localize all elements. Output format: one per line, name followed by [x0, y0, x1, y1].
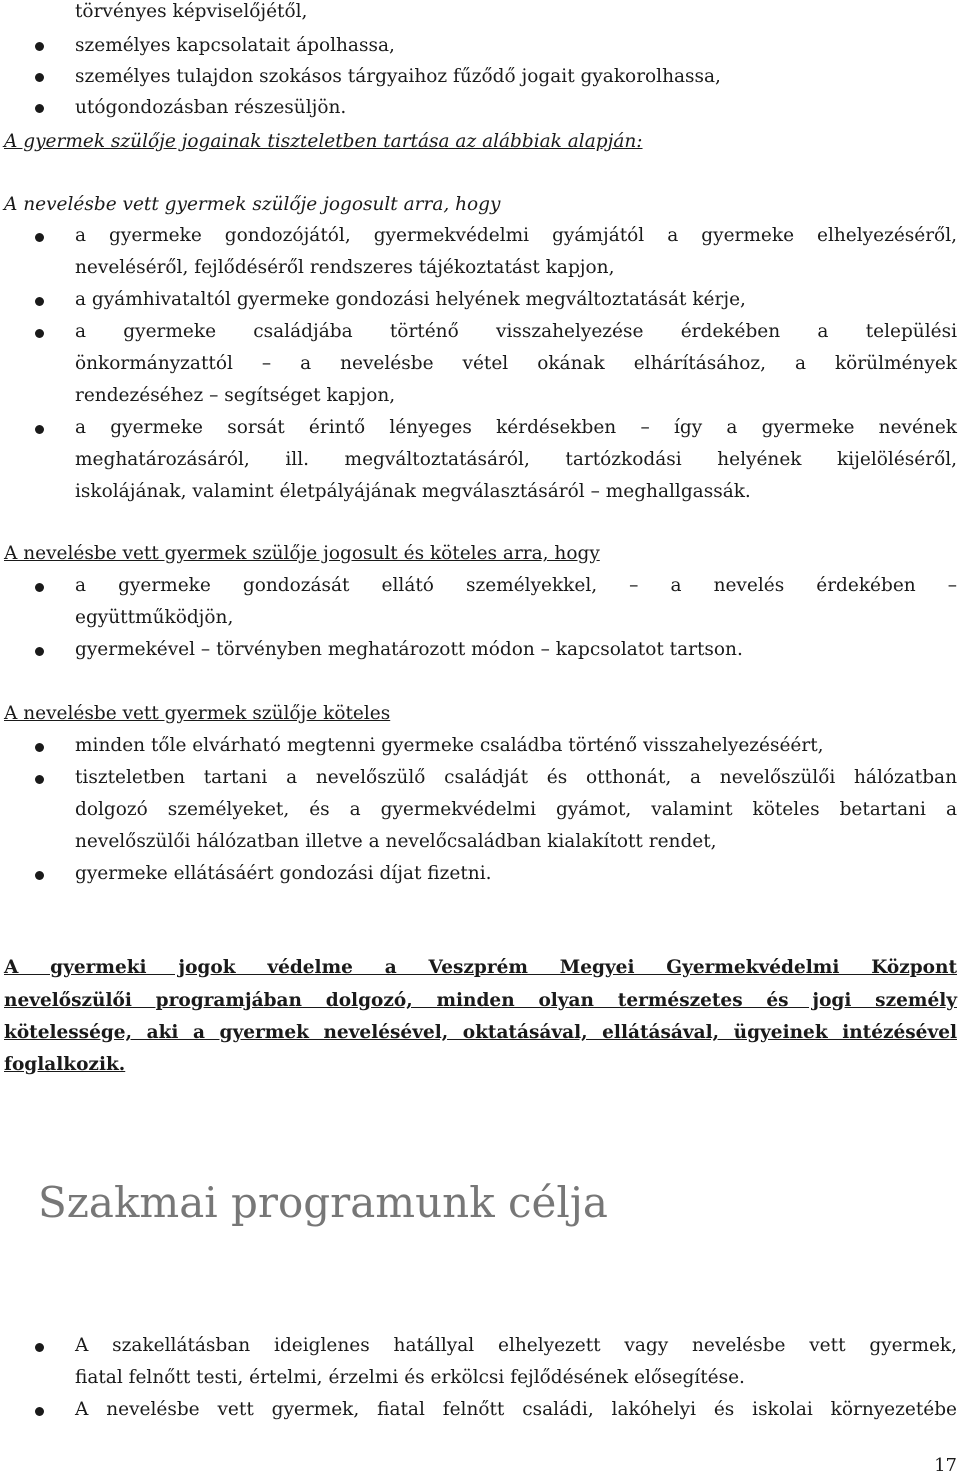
list-item: A szakellátásban ideiglenes hatállyal elhelyezett vagy nevelésbe vett gyermek, [75, 1335, 957, 1356]
list-item: a gyermeke sorsát érintő lényeges kérdésekben – így a gyermeke nevének [75, 417, 957, 438]
list-item [75, 220, 957, 252]
list-item: gyermekével – törvényben meghatározott módon – kapcsolatot tartson. [75, 639, 743, 660]
bold-paragraph-line: kötelessége, aki a gyermek nevelésével, oktatásával, ellátásával, ügyeinek intézésével [4, 1022, 957, 1043]
list-item-line: nevelőszülői hálózatban illetve a nevelőcsaládban kialakított rendet, [75, 831, 717, 852]
list-item-line: meghatározásáról, ill. megváltoztatásáról, tartózkodási helyének kijelöléséről, [75, 449, 957, 470]
list-item: utógondozásban részesüljön. [75, 97, 347, 118]
list-item: a gyermeke családjába történő visszahelyezése érdekében a települési [75, 321, 957, 342]
section-heading: A nevelésbe vett gyermek szülője köteles [4, 703, 391, 724]
bullet-icon [35, 73, 44, 82]
section-heading: A gyermek szülője jogainak tiszteletben tartása az alábbiak alapján: [4, 131, 643, 152]
list-item-line: önkormányzattól – a nevelésbe vétel okának elhárításához, a körülmények [75, 353, 957, 374]
section-title: Szakmai programunk célja [38, 1178, 608, 1227]
bullet-icon [35, 743, 44, 752]
section-heading: A nevelésbe vett gyermek szülője jogosult és köteles arra, hogy [4, 543, 600, 564]
list-item: minden tőle elvárható megtenni gyermeke családba történő visszahelyezéséért, [75, 735, 824, 756]
bullet-icon [35, 583, 44, 592]
bullet-icon [35, 329, 44, 338]
bold-paragraph-line: nevelőszülői programjában dolgozó, minden olyan természetes és jogi személy [4, 990, 957, 1011]
page-number: 17 [934, 1455, 957, 1476]
bullet-icon [35, 297, 44, 306]
list-item: személyes tulajdon szokásos tárgyaihoz fűződő jogait gyakorolhassa, [75, 66, 721, 87]
bullet-icon [35, 1343, 44, 1352]
bullet-icon [35, 647, 44, 656]
list-item: személyes kapcsolatait ápolhassa, [75, 35, 395, 56]
list-item-continuation: törvényes képviselőjétől, [75, 1, 308, 22]
bullet-icon [35, 1407, 44, 1416]
bold-paragraph-line: A gyermeki jogok védelme a Veszprém Megyei Gyermekvédelmi Központ [4, 957, 957, 978]
bold-paragraph-line: foglalkozik. [4, 1054, 126, 1075]
bullet-icon [35, 233, 44, 242]
list-item-line: együttműködjön, [75, 607, 234, 628]
list-item: A nevelésbe vett gyermek, fiatal felnőtt családi, lakóhelyi és iskolai környezetébe [75, 1399, 957, 1420]
bullet-icon [35, 871, 44, 880]
bullet-icon [35, 42, 44, 51]
list-item-line: neveléséről, fejlődéséről rendszeres tájékoztatást kapjon, [75, 257, 615, 278]
list-item: a gyámhivataltól gyermeke gondozási helyének megváltoztatását kérje, [75, 289, 746, 310]
list-item-line: fiatal felnőtt testi, értelmi, érzelmi és erkölcsi fejlődésének elősegítése. [75, 1367, 745, 1388]
list-item-line: a gyermeke gondozójától, gyermekvédelmi gyámjától a gyermeke elhelyezéséről, [75, 225, 957, 246]
bullet-icon [35, 775, 44, 784]
list-item-line: rendezéséhez – segítséget kapjon, [75, 385, 396, 406]
bullet-icon [35, 425, 44, 434]
section-heading: A nevelésbe vett gyermek szülője jogosult arra, hogy [4, 194, 501, 215]
list-item: a gyermeke gondozását ellátó személyekkel, – a nevelés érdekében – [75, 575, 957, 596]
list-item: tiszteletben tartani a nevelőszülő családját és otthonát, a nevelőszülői hálózatban [75, 767, 957, 788]
list-item-line: iskolájának, valamint életpályájának megválasztásáról – meghallgassák. [75, 481, 751, 502]
bullet-icon [35, 104, 44, 113]
list-item: gyermeke ellátásáért gondozási díjat fizetni. [75, 863, 492, 884]
list-item-line: dolgozó személyeket, és a gyermekvédelmi gyámot, valamint köteles betartani a [75, 799, 957, 820]
